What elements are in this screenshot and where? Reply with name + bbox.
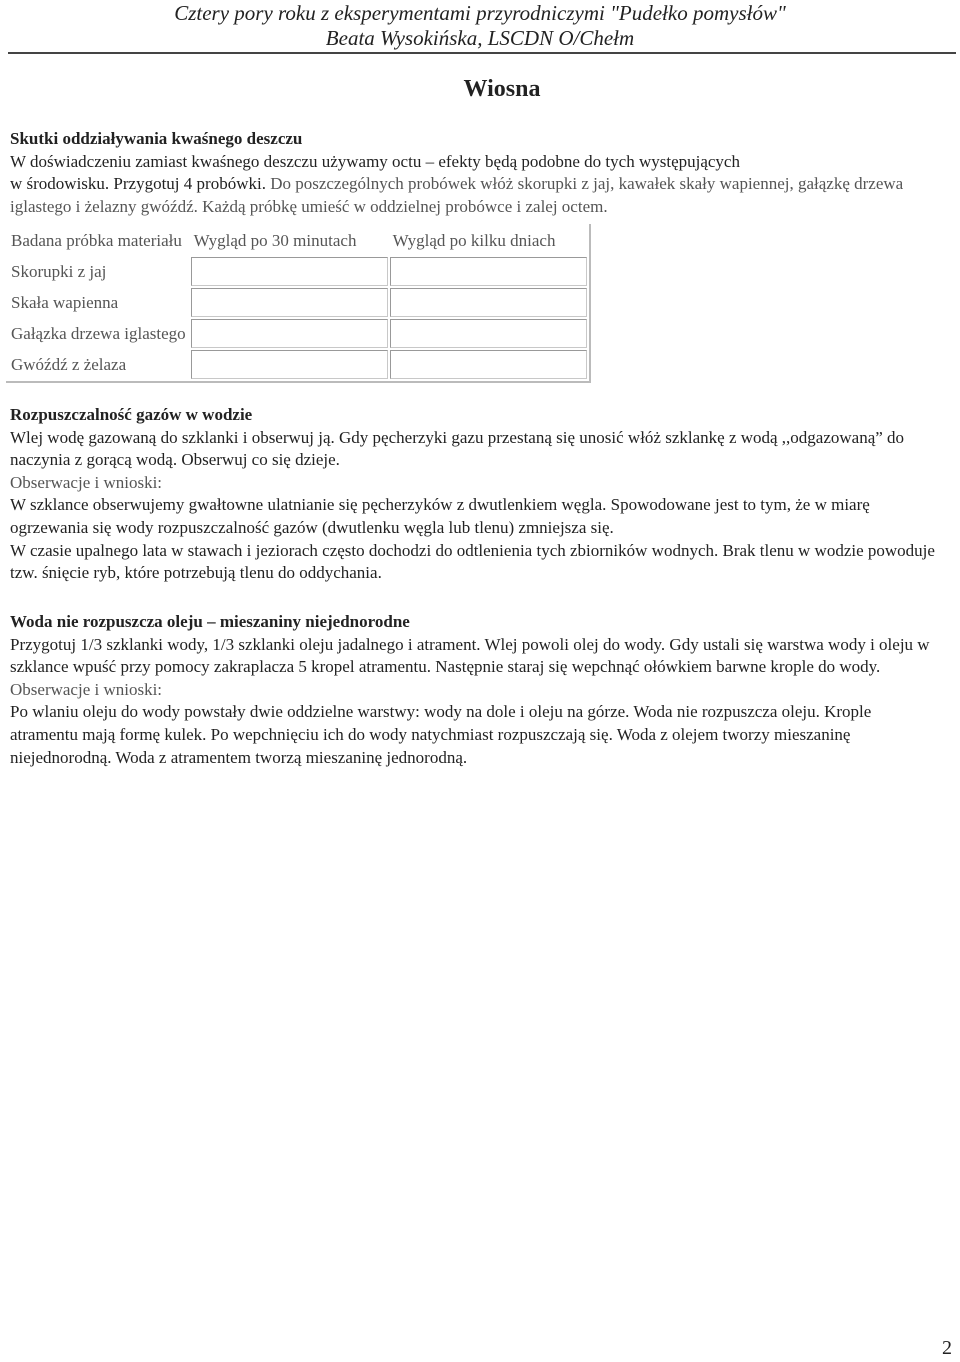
table-cell-empty [390,319,587,348]
observations-label: Obserwacje i wnioski: [10,679,163,699]
header-title: Cztery pory roku z eksperymentami przyrodniczymi "Pudełko pomysłów" [174,1,786,25]
table-row [8,288,587,317]
header-author: Beata Wysokińska, LSCDN O/Chełm [325,26,635,50]
section-text-2: w środowisku. Przygotuj 4 probówki. Do poszczególnych probówek włóż skorupki z jaj, kawałek skały wapiennej, gałązkę drzewa iglastego i żelazny gwóźdź. Każdą próbkę umieść w oddzielnej probówce i zalej octem. [10,174,904,216]
table-header-cell: Badana próbka materiału [11,230,182,250]
table-cell-empty [191,350,388,379]
table-row [8,257,587,286]
observations-text-2: W czasie upalnego lata w stawach i jeziorach często dochodzi do odtlenienia tych zbiorników wodnych. Brak tlenu w wodzie powoduje tzw. śnięcie ryb, które potrzebują tlenu do oddychania. [10,540,935,583]
experiment-table [6,224,591,383]
section-acid-rain [10,128,940,218]
observations-text: W szklance obserwujemy gwałtowne ulatnianie się pęcherzyków z dwutlenkiem węgla. Spowodowane jest to tym, że w miarę ogrzewania się wody rozpuszczalność gazów (dwutlenku węgla lub tlenu) zmniejsza się. [10,495,870,537]
table-cell-empty [191,288,388,317]
table-row-label: Skorupki z jaj [11,261,107,281]
header-divider [8,52,956,54]
section-heading: Woda nie rozpuszcza oleju – mieszaniny niejednorodne [10,612,410,631]
section-text: W doświadczeniu zamiast kwaśnego deszczu używamy octu – efekty będą podobne do tych występujących [10,151,740,171]
table-row-label: Skała wapienna [11,292,119,312]
page-title: Wiosna [463,76,541,102]
table-cell-empty [390,350,587,379]
table-header-cell: Wygląd po kilku dniach [392,230,556,250]
section-text: Wlej wodę gazowaną do szklanki i obserwuj ją. Gdy pęcherzyki gazu przestaną się unosić włóż szklankę z wodą ,,odgazowaną” do naczynia z gorącą wodą. Obserwuj co się dzieje. [10,427,905,470]
section-heading: Skutki oddziaływania kwaśnego deszczu [10,129,303,148]
page-header [0,0,960,51]
section-text: Przygotuj 1/3 szklanki wody, 1/3 szklanki oleju jadalnego i atrament. Wlej powoli olej do wody. Gdy ustali się warstwa wody i oleju w szklance wpuść przy pomocy zakraplacza 5 kropel atramentu. Następnie staraj się wepchnąć ołówkiem barwne krople do wody. [10,634,930,677]
table-cell-empty [390,288,587,317]
observations-label: Obserwacje i wnioski: [10,472,163,492]
table-row [8,350,587,379]
page-number: 2 [942,1337,952,1359]
table-header-row [8,226,587,255]
table-cell-empty [191,257,388,286]
table-cell-empty [191,319,388,348]
table-cell-empty [390,257,587,286]
section-gas-solubility [10,404,940,585]
table-row-label: Gwóźdź z żelaza [11,354,127,374]
table-row [8,319,587,348]
table-header-cell: Wygląd po 30 minutach [193,230,357,250]
observations-text: Po wlaniu oleju do wody powstały dwie oddzielne warstwy: wody na dole i oleju na górze. Woda nie rozpuszcza oleju. Krople atramentu mają formę kulek. Po wepchnięciu ich do wody natychmiast rozpuszczają się. Woda z olejem tworzy mieszaninę niejednorodną. Woda z atramentem tworzą mieszaninę jednorodną. [10,702,872,767]
section-oil-water [10,611,940,769]
table-row-label: Gałązka drzewa iglastego [11,323,186,343]
section-heading: Rozpuszczalność gazów w wodzie [10,405,253,424]
